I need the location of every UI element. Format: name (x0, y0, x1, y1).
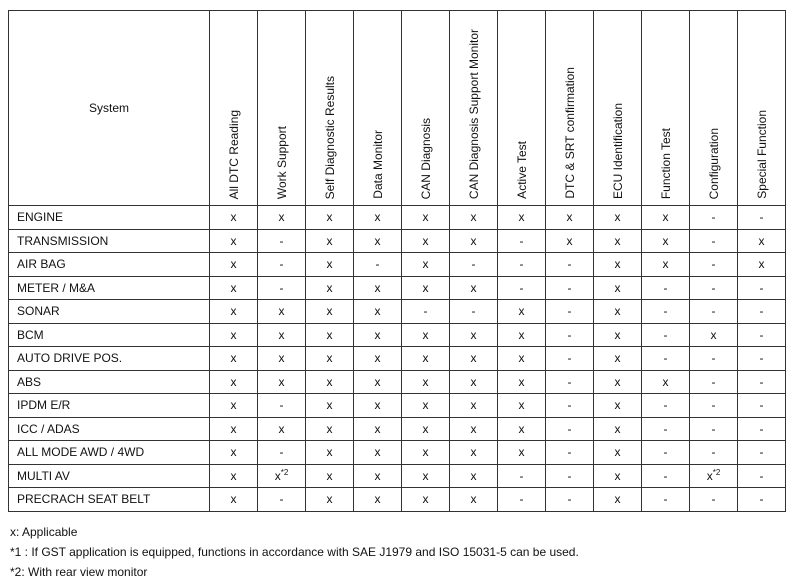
applicability-cell: - (258, 276, 306, 300)
system-name-cell: AIR BAG (9, 253, 210, 277)
applicability-cell: - (642, 417, 690, 441)
applicability-cell: - (642, 464, 690, 488)
function-column-header-label: CAN Diagnosis (418, 117, 433, 199)
applicability-cell: x (402, 370, 450, 394)
applicability-cell: - (498, 488, 546, 512)
table-row (9, 206, 786, 230)
table-row (9, 441, 786, 465)
applicability-cell: - (690, 394, 738, 418)
system-name-cell: AUTO DRIVE POS. (9, 347, 210, 371)
applicability-cell: x (498, 323, 546, 347)
applicability-cell: x (450, 229, 498, 253)
footnote-marker: *2 (280, 467, 289, 477)
applicability-cell: x (642, 253, 690, 277)
applicability-cell: - (738, 488, 786, 512)
applicability-cell: x (594, 206, 642, 230)
applicability-cell: x (594, 394, 642, 418)
footnote-1: *1 : If GST application is equipped, functions in accordance with SAE J1979 and ISO 15031-5 can be used. (10, 545, 579, 559)
function-column-header-label: Special Function (754, 110, 769, 199)
applicability-cell: x (594, 323, 642, 347)
applicability-cell: x (306, 206, 354, 230)
applicability-cell: x (306, 253, 354, 277)
applicability-cell: x (354, 394, 402, 418)
function-column-header-label: Active Test (514, 141, 529, 199)
applicability-cell: - (354, 253, 402, 277)
table-row (9, 464, 786, 488)
applicability-cell: x (594, 347, 642, 371)
applicability-cell: - (690, 276, 738, 300)
applicability-cell: x (594, 229, 642, 253)
function-column-header-label: Data Monitor (370, 130, 385, 199)
applicability-cell: - (546, 253, 594, 277)
applicability-cell: - (450, 253, 498, 277)
applicability-cell: x (594, 370, 642, 394)
function-column-header (402, 11, 450, 206)
applicability-cell: x (354, 323, 402, 347)
system-name-cell: ALL MODE AWD / 4WD (9, 441, 210, 465)
applicability-cell: x (210, 229, 258, 253)
applicability-cell: x (306, 300, 354, 324)
applicability-cell: x (498, 441, 546, 465)
applicability-cell: x (306, 229, 354, 253)
applicability-cell: x (450, 347, 498, 371)
applicability-cell: x (354, 276, 402, 300)
footnote-legend: x: Applicable (10, 525, 78, 539)
applicability-cell: x (210, 394, 258, 418)
table-row (9, 394, 786, 418)
system-name-cell: IPDM E/R (9, 394, 210, 418)
function-column-header-label: DTC & SRT confirmation (562, 67, 577, 199)
function-column-header (690, 11, 738, 206)
applicability-cell: - (258, 394, 306, 418)
applicability-cell: x (450, 323, 498, 347)
applicability-cell: - (546, 276, 594, 300)
applicability-cell: - (258, 441, 306, 465)
applicability-cell: - (498, 229, 546, 253)
applicability-cell: x (450, 464, 498, 488)
function-column-header (594, 11, 642, 206)
applicability-cell: x (354, 370, 402, 394)
applicability-cell: x (258, 323, 306, 347)
function-column-header (354, 11, 402, 206)
applicability-cell: x (450, 488, 498, 512)
applicability-cell: - (690, 347, 738, 371)
applicability-cell: x (498, 394, 546, 418)
applicability-cell: $x^{*2}$ (258, 464, 306, 488)
applicability-cell: - (546, 370, 594, 394)
applicability-cell: x (210, 347, 258, 371)
applicability-cell: x (210, 253, 258, 277)
applicability-cell: x (402, 323, 450, 347)
applicability-cell: x (258, 300, 306, 324)
diagnosis-function-table (8, 10, 786, 512)
applicability-cell: - (258, 253, 306, 277)
applicability-cell: x (306, 370, 354, 394)
applicability-cell: x (210, 464, 258, 488)
applicability-cell: x (210, 370, 258, 394)
function-column-header-label: Self Diagnostic Results (322, 75, 337, 199)
applicability-cell: x (498, 206, 546, 230)
footnote-marker: *2 (712, 467, 721, 477)
applicability-cell: - (738, 206, 786, 230)
table-row (9, 300, 786, 324)
applicability-cell: x (402, 206, 450, 230)
applicability-cell: x (594, 300, 642, 324)
applicability-cell: x (210, 300, 258, 324)
applicability-cell: x (402, 441, 450, 465)
function-column-header (738, 11, 786, 206)
applicability-cell: - (690, 300, 738, 324)
system-name-cell: MULTI AV (9, 464, 210, 488)
function-column-header-label: All DTC Reading (226, 109, 241, 199)
system-name-cell: METER / M&A (9, 276, 210, 300)
applicability-cell: - (738, 323, 786, 347)
applicability-cell: x (354, 488, 402, 512)
function-column-header-label: CAN Diagnosis Support Monitor (466, 28, 481, 199)
applicability-cell: x (402, 229, 450, 253)
applicability-cell: x (402, 417, 450, 441)
table-row (9, 370, 786, 394)
applicability-cell: - (642, 347, 690, 371)
applicability-cell: x (594, 276, 642, 300)
applicability-cell: x (450, 441, 498, 465)
applicability-cell: x (354, 347, 402, 371)
applicability-cell: x (498, 347, 546, 371)
applicability-cell: x (594, 441, 642, 465)
applicability-cell: x (402, 488, 450, 512)
applicability-cell: x (594, 253, 642, 277)
applicability-cell: - (546, 417, 594, 441)
function-column-header-label: Configuration (706, 127, 721, 199)
applicability-cell: - (642, 488, 690, 512)
applicability-cell: - (258, 488, 306, 512)
system-column-header: System (9, 11, 210, 206)
applicability-cell: - (738, 464, 786, 488)
applicability-cell: x (354, 206, 402, 230)
applicability-cell: - (402, 300, 450, 324)
applicability-cell: x (594, 464, 642, 488)
applicability-cell: x (258, 370, 306, 394)
applicability-cell: - (690, 253, 738, 277)
applicability-cell: x (354, 441, 402, 465)
applicability-cell: - (642, 300, 690, 324)
applicability-cell: x (354, 417, 402, 441)
applicability-cell: x (354, 229, 402, 253)
applicability-cell: - (546, 323, 594, 347)
applicability-cell: x (642, 229, 690, 253)
function-column-header (450, 11, 498, 206)
function-column-header (210, 11, 258, 206)
applicability-cell: - (642, 441, 690, 465)
function-column-header-label: Function Test (658, 127, 673, 199)
applicability-cell: - (738, 370, 786, 394)
applicability-cell: x (738, 253, 786, 277)
system-name-cell: ICC / ADAS (9, 417, 210, 441)
function-column-header-label: Work Support (274, 125, 289, 199)
applicability-cell: - (642, 276, 690, 300)
applicability-cell: x (210, 206, 258, 230)
applicability-cell: - (738, 300, 786, 324)
applicability-cell: x (258, 206, 306, 230)
applicability-cell: - (498, 464, 546, 488)
applicability-cell: x (210, 417, 258, 441)
applicability-cell: x (498, 417, 546, 441)
applicability-cell: - (690, 441, 738, 465)
applicability-cell: x (210, 441, 258, 465)
applicability-cell: x (258, 417, 306, 441)
table-body (9, 206, 786, 512)
system-name-cell: TRANSMISSION (9, 229, 210, 253)
table-row (9, 347, 786, 371)
applicability-cell: x (642, 206, 690, 230)
applicability-cell: - (498, 253, 546, 277)
system-name-cell: BCM (9, 323, 210, 347)
applicability-cell: x (498, 300, 546, 324)
applicability-cell: - (690, 206, 738, 230)
applicability-cell: x (738, 229, 786, 253)
applicability-cell: x (546, 229, 594, 253)
table-row (9, 253, 786, 277)
system-name-cell: ABS (9, 370, 210, 394)
applicability-cell: x (450, 370, 498, 394)
applicability-cell: x (594, 488, 642, 512)
applicability-cell: x (450, 394, 498, 418)
function-column-header (546, 11, 594, 206)
applicability-cell: - (498, 276, 546, 300)
applicability-cell: x (306, 417, 354, 441)
applicability-cell: x (402, 394, 450, 418)
applicability-cell: x (450, 206, 498, 230)
table-row (9, 276, 786, 300)
applicability-cell: - (546, 347, 594, 371)
system-name-cell: SONAR (9, 300, 210, 324)
applicability-cell: - (738, 417, 786, 441)
applicability-cell: x (402, 347, 450, 371)
applicability-cell: x (306, 276, 354, 300)
applicability-cell: - (690, 370, 738, 394)
applicability-cell: x (402, 276, 450, 300)
applicability-cell: x (210, 488, 258, 512)
table-row (9, 417, 786, 441)
applicability-cell: - (546, 488, 594, 512)
applicability-cell: x (594, 417, 642, 441)
applicability-cell: x (306, 347, 354, 371)
applicability-cell: x (690, 323, 738, 347)
function-column-header (498, 11, 546, 206)
applicability-cell: x (306, 394, 354, 418)
applicability-cell: - (690, 417, 738, 441)
applicability-cell: - (450, 300, 498, 324)
system-name-cell: PRECRACH SEAT BELT (9, 488, 210, 512)
applicability-cell: x (498, 370, 546, 394)
applicability-cell: x (402, 464, 450, 488)
applicability-cell: x (258, 347, 306, 371)
applicability-cell: x (354, 300, 402, 324)
applicability-cell: x (450, 276, 498, 300)
applicability-cell: x (210, 276, 258, 300)
system-name-cell: ENGINE (9, 206, 210, 230)
applicability-cell: x (450, 417, 498, 441)
applicability-cell: x (306, 464, 354, 488)
applicability-cell: - (546, 464, 594, 488)
footnote-2: *2: With rear view monitor (10, 565, 148, 579)
function-column-header-label: ECU Identification (610, 102, 625, 199)
applicability-cell: x (210, 323, 258, 347)
applicability-cell: - (642, 394, 690, 418)
applicability-cell: x (354, 464, 402, 488)
footnotes (10, 522, 579, 582)
function-column-header (642, 11, 690, 206)
table-row (9, 488, 786, 512)
applicability-cell: x (642, 370, 690, 394)
function-column-header (306, 11, 354, 206)
applicability-cell: - (546, 300, 594, 324)
applicability-cell: - (738, 441, 786, 465)
applicability-cell: - (738, 347, 786, 371)
applicability-cell: x (306, 323, 354, 347)
applicability-cell: - (738, 276, 786, 300)
applicability-cell: - (258, 229, 306, 253)
table-row (9, 323, 786, 347)
function-column-header (258, 11, 306, 206)
applicability-cell: $x^{*2}$ (690, 464, 738, 488)
applicability-cell: - (546, 394, 594, 418)
applicability-cell: x (546, 206, 594, 230)
applicability-cell: x (402, 253, 450, 277)
applicability-cell: - (546, 441, 594, 465)
applicability-cell: x (306, 488, 354, 512)
applicability-cell: - (642, 323, 690, 347)
applicability-cell: - (690, 488, 738, 512)
table-header-row (9, 11, 786, 206)
applicability-cell: x (306, 441, 354, 465)
table-row (9, 229, 786, 253)
applicability-cell: - (690, 229, 738, 253)
applicability-cell: - (738, 394, 786, 418)
